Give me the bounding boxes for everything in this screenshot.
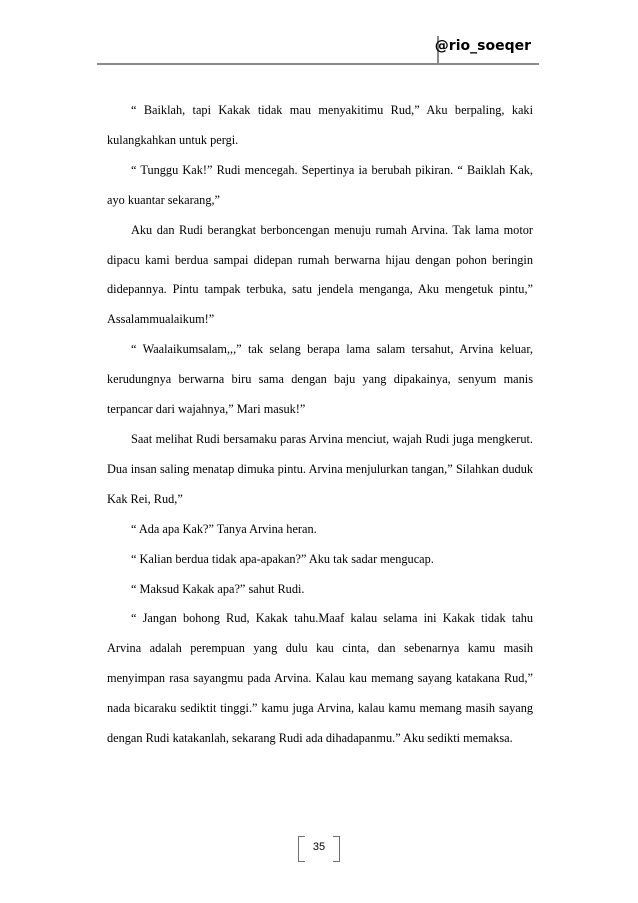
paragraph: “ Kalian berdua tidak apa-apakan?” Aku tak sadar mengucap. — [131, 551, 434, 566]
page-number: 35 — [312, 841, 326, 853]
header-divider-horizontal — [97, 63, 539, 65]
paragraph: “ Maksud Kakak apa?” sahut Rudi. — [131, 581, 305, 596]
paragraph: “ Ada apa Kak?” Tanya Arvina heran. — [131, 521, 317, 536]
header-author: @rio_soeqer — [434, 38, 531, 54]
body-text — [107, 96, 533, 754]
paragraph: “ Waalaikumsalam,,,” tak selang berapa lama salam tersahut, Arvina keluar, kerudungnya berwarna biru sama dengan baju yang dipakainya, senyum manis terpancar dari wajahnya,” Mari masuk!” — [107, 342, 533, 417]
paragraph: “ Baiklah, tapi Kakak tidak mau menyakitimu Rud,” Aku berpaling, kaki kulangkahkan untuk pergi. — [107, 103, 533, 147]
paragraph: “ Tunggu Kak!” Rudi mencegah. Sepertinya ia berubah pikiran. “ Baiklah Kak, ayo kuantar sekarang,” — [107, 162, 533, 207]
paragraph: Aku dan Rudi berangkat berboncengan menuju rumah Arvina. Tak lama motor dipacu kami berdua sampai didepan rumah berwarna hijau dengan pohon beringin didepannya. Pintu tampak terbuka, satu jendela menganga, Aku mengetuk pintu,” Assalammualaikum!” — [107, 222, 533, 327]
page-header — [97, 36, 539, 66]
page-number-bracket-left — [298, 836, 305, 862]
page-footer — [0, 836, 638, 862]
page-number-bracket-right — [333, 836, 340, 862]
paragraph: “ Jangan bohong Rud, Kakak tahu.Maaf kalau selama ini Kakak tidak tahu Arvina adalah perempuan yang dulu kau cinta, dan sebenarnya kamu masih menyimpan rasa sayangmu pada Arvina. Kalau kau memang sayang katakana Rud,” nada bicaraku sediktit tinggi.” kamu juga Arvina, kalau kamu memang masih sayang dengan Rudi katakanlah, sekarang Rudi ada dihadapanmu.” Aku sedikti memaksa. — [107, 611, 533, 746]
paragraph: Saat melihat Rudi bersamaku paras Arvina menciut, wajah Rudi juga mengkerut. Dua insan saling menatap dimuka pintu. Arvina menjulurkan tangan,” Silahkan duduk Kak Rei, Rud,” — [107, 431, 533, 506]
